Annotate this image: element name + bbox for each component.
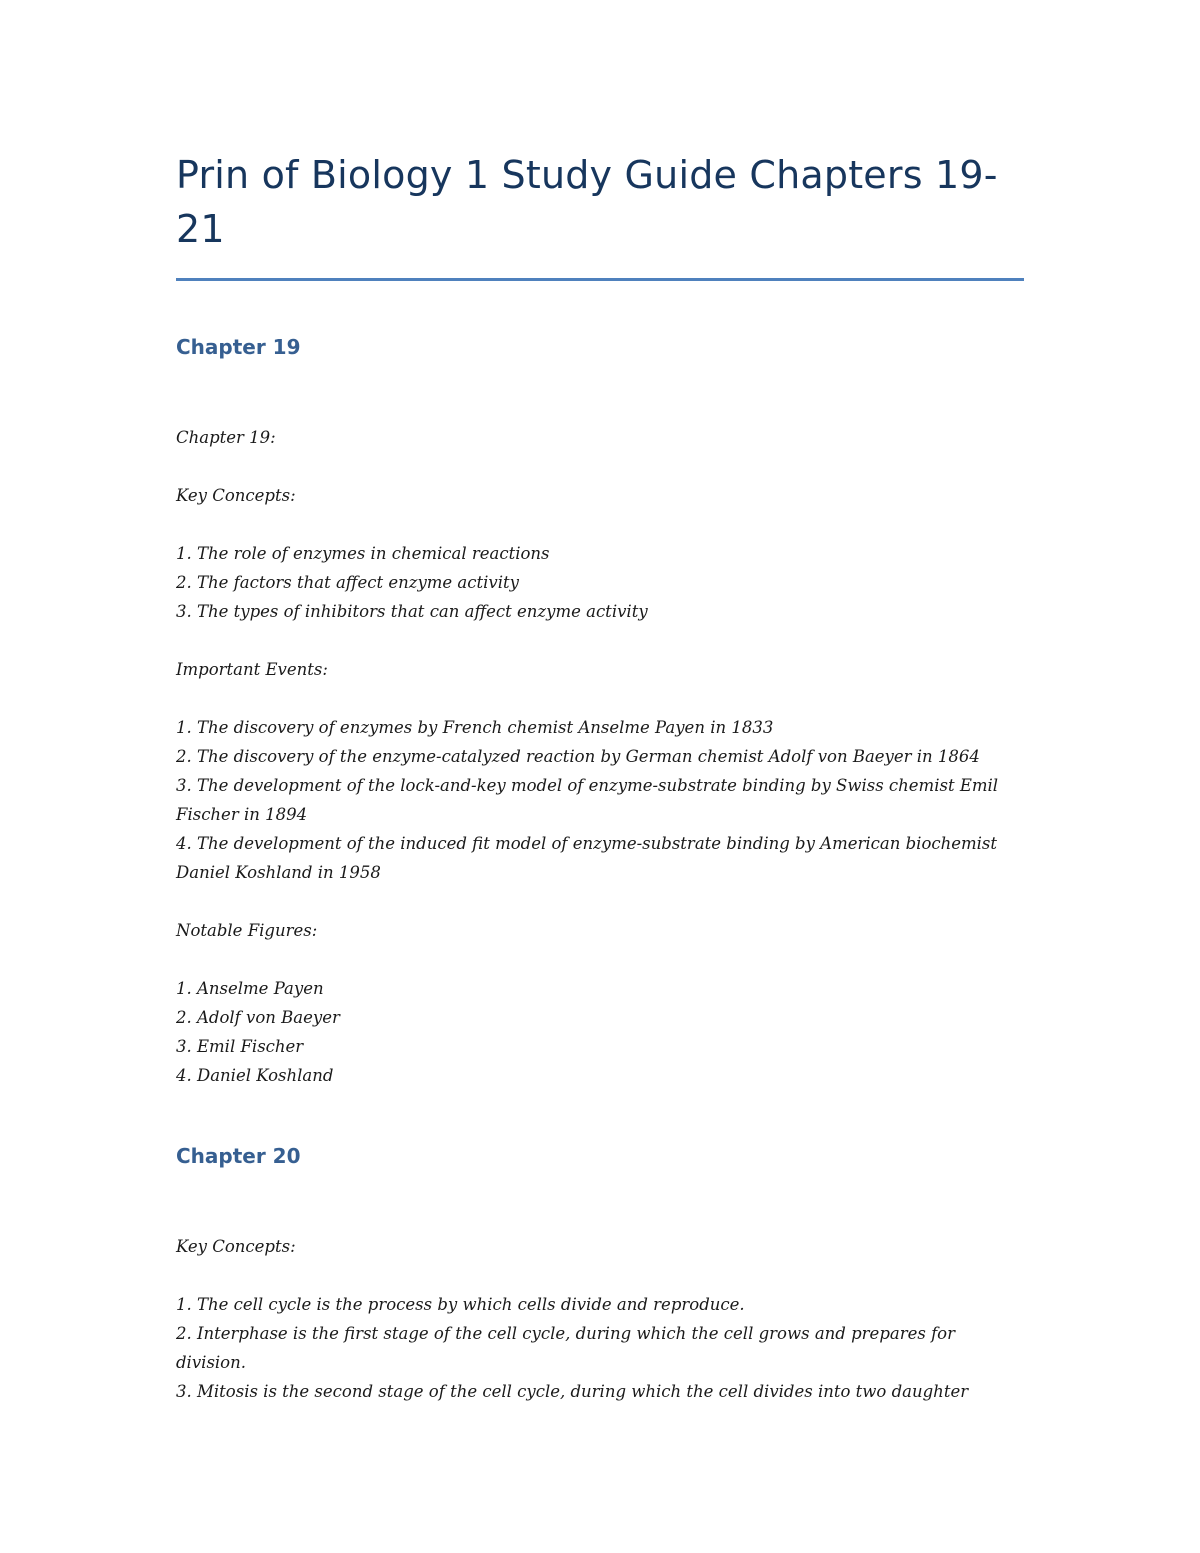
title-underline-rule [176, 278, 1024, 281]
chapter-19-intro: Chapter 19: [176, 428, 276, 447]
list-item: 3. Mitosis is the second stage of the cell cycle, during which the cell divides into two daughter [176, 1382, 969, 1401]
chapter-19-heading: Chapter 19 [176, 335, 301, 359]
page-content [176, 148, 1024, 1406]
spacer [176, 626, 1024, 655]
list-item: 4. The development of the induced fit model of enzyme-substrate binding by American biochemist Daniel Koshland in 1958 [176, 834, 998, 882]
ch19-notable-figures-list [176, 974, 1024, 1090]
list-item: 2. The factors that affect enzyme activity [176, 573, 519, 592]
document-title: Prin of Biology 1 Study Guide Chapters 19-21 [176, 153, 998, 251]
ch20-key-concepts-list [176, 1290, 1024, 1406]
spacer [176, 510, 1024, 539]
list-item: 3. The types of inhibitors that can affect enzyme activity [176, 602, 648, 621]
spacer [176, 361, 1024, 423]
list-item: 2. Interphase is the first stage of the cell cycle, during which the cell grows and prepares for division. [176, 1324, 956, 1372]
list-item: 1. The role of enzymes in chemical reactions [176, 544, 550, 563]
chapter-20-heading: Chapter 20 [176, 1144, 301, 1168]
ch19-key-concepts-list [176, 539, 1024, 626]
list-item: 2. Adolf von Baeyer [176, 1008, 340, 1027]
ch20-key-concepts-label: Key Concepts: [176, 1237, 296, 1256]
ch19-important-events-list [176, 713, 1024, 887]
list-item: 3. Emil Fischer [176, 1037, 304, 1056]
list-item: 1. Anselme Payen [176, 979, 324, 998]
spacer [176, 945, 1024, 974]
list-item: 4. Daniel Koshland [176, 1066, 334, 1085]
list-item: 1. The cell cycle is the process by which cells divide and reproduce. [176, 1295, 745, 1314]
spacer [176, 1261, 1024, 1290]
ch19-notable-figures-label: Notable Figures: [176, 921, 318, 940]
spacer [176, 452, 1024, 481]
list-item: 2. The discovery of the enzyme-catalyzed reaction by German chemist Adolf von Baeyer in 1864 [176, 747, 980, 766]
list-item: 1. The discovery of enzymes by French chemist Anselme Payen in 1833 [176, 718, 774, 737]
spacer [176, 684, 1024, 713]
ch19-key-concepts-label: Key Concepts: [176, 486, 296, 505]
ch19-important-events-label: Important Events: [176, 660, 328, 679]
list-item: 3. The development of the lock-and-key model of enzyme-substrate binding by Swiss chemist Emil Fischer in 1894 [176, 776, 999, 824]
spacer [176, 1170, 1024, 1232]
spacer [176, 887, 1024, 916]
